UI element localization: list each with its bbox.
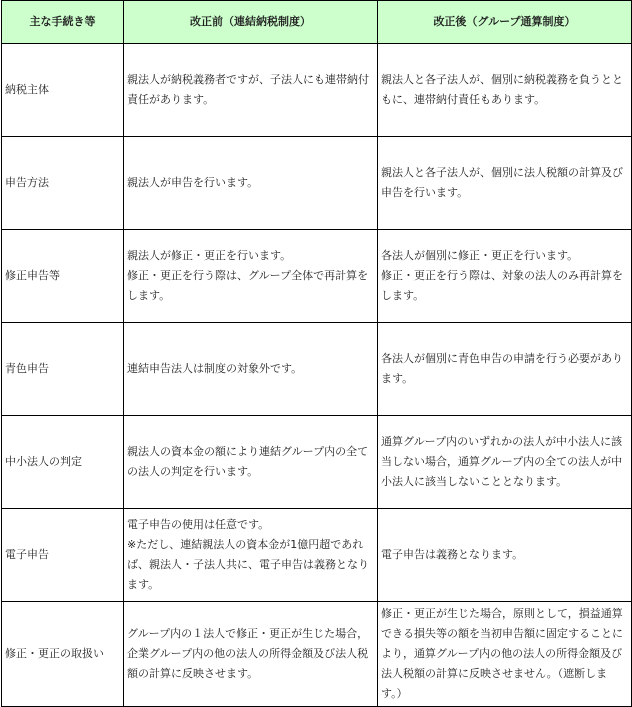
after-text: 各法人が個別に修正・更正を行います。: [381, 249, 579, 262]
table-row: [2, 509, 632, 602]
table-row: [2, 323, 632, 416]
before-text: 連結申告法人は制度の対象外です。: [127, 362, 303, 375]
before-text: 修正・更正を行う際は、グループ全体で再計算をします。: [127, 269, 369, 302]
before-cell: [124, 323, 378, 416]
procedure-cell: 修正・更正の取扱い: [2, 602, 124, 707]
after-cell: [378, 416, 632, 509]
header-procedure: 主な手続き等: [2, 1, 124, 44]
before-cell: [124, 137, 378, 230]
after-cell: [378, 509, 632, 602]
header-row: [2, 1, 632, 44]
before-cell: [124, 602, 378, 707]
after-cell: [378, 137, 632, 230]
before-cell: [124, 44, 378, 137]
table-row: [2, 44, 632, 137]
before-note: ※ただし、連結親法人の資本金が1億円超であれば、親法人・子法人共に、電子申告は義務となります。: [127, 538, 369, 591]
before-text: 親法人が修正・更正を行います。: [127, 249, 292, 262]
procedure-cell: 納税主体: [2, 44, 124, 137]
after-text: 修正・更正が生じた場合，原則として，損益通算できる損失等の額を当初申告額に固定することにより，通算グループ内の他の法人の所得金額及び法人税額の計算に反映させません。（遮断します。）: [381, 607, 623, 700]
table-row: [2, 137, 632, 230]
after-text: 各法人が個別に青色申告の申請を行う必要があります。: [381, 352, 623, 385]
after-text: 修正・更正を行う際は、対象の法人のみ再計算をします。: [381, 269, 623, 302]
procedure-cell: 青色申告: [2, 323, 124, 416]
after-cell: [378, 602, 632, 707]
after-cell: [378, 230, 632, 323]
procedure-cell: 申告方法: [2, 137, 124, 230]
table-row: [2, 230, 632, 323]
table-row: [2, 602, 632, 707]
comparison-table: [1, 0, 632, 707]
before-text: 親法人が申告を行います。: [127, 176, 259, 189]
after-text: 通算グループ内のいずれかの法人が中小法人に該当しない場合，通算グループ内の全ての法人が中小法人に該当しないこととなります。: [381, 435, 623, 488]
after-text: 親法人と各子法人が、個別に納税義務を負うとともに、連帯納付責任もあります。: [381, 73, 623, 106]
header-after: 改正後（グループ通算制度）: [378, 1, 632, 44]
procedure-cell: 電子申告: [2, 509, 124, 602]
table-row: [2, 416, 632, 509]
before-cell: [124, 230, 378, 323]
before-cell: [124, 509, 378, 602]
procedure-cell: 修正申告等: [2, 230, 124, 323]
before-text: 電子申告の使用は任意です。: [127, 518, 270, 531]
before-text: グループ内の１法人で修正・更正が生じた場合，企業グループ内の他の法人の所得金額及び法人税額の計算に反映させます。: [127, 627, 369, 680]
procedure-cell: 中小法人の判定: [2, 416, 124, 509]
after-cell: [378, 44, 632, 137]
after-text: 電子申告は義務となります。: [381, 548, 524, 561]
header-before: 改正前（連結納税制度）: [124, 1, 378, 44]
before-text: 親法人の資本金の額により連結グループ内の全ての法人の判定を行います。: [127, 445, 369, 478]
before-text: 親法人が納税義務者ですが、子法人にも連帯納付責任があります。: [127, 73, 369, 106]
after-text: 親法人と各子法人が、個別に法人税額の計算及び申告を行います。: [381, 166, 623, 199]
after-cell: [378, 323, 632, 416]
before-cell: [124, 416, 378, 509]
